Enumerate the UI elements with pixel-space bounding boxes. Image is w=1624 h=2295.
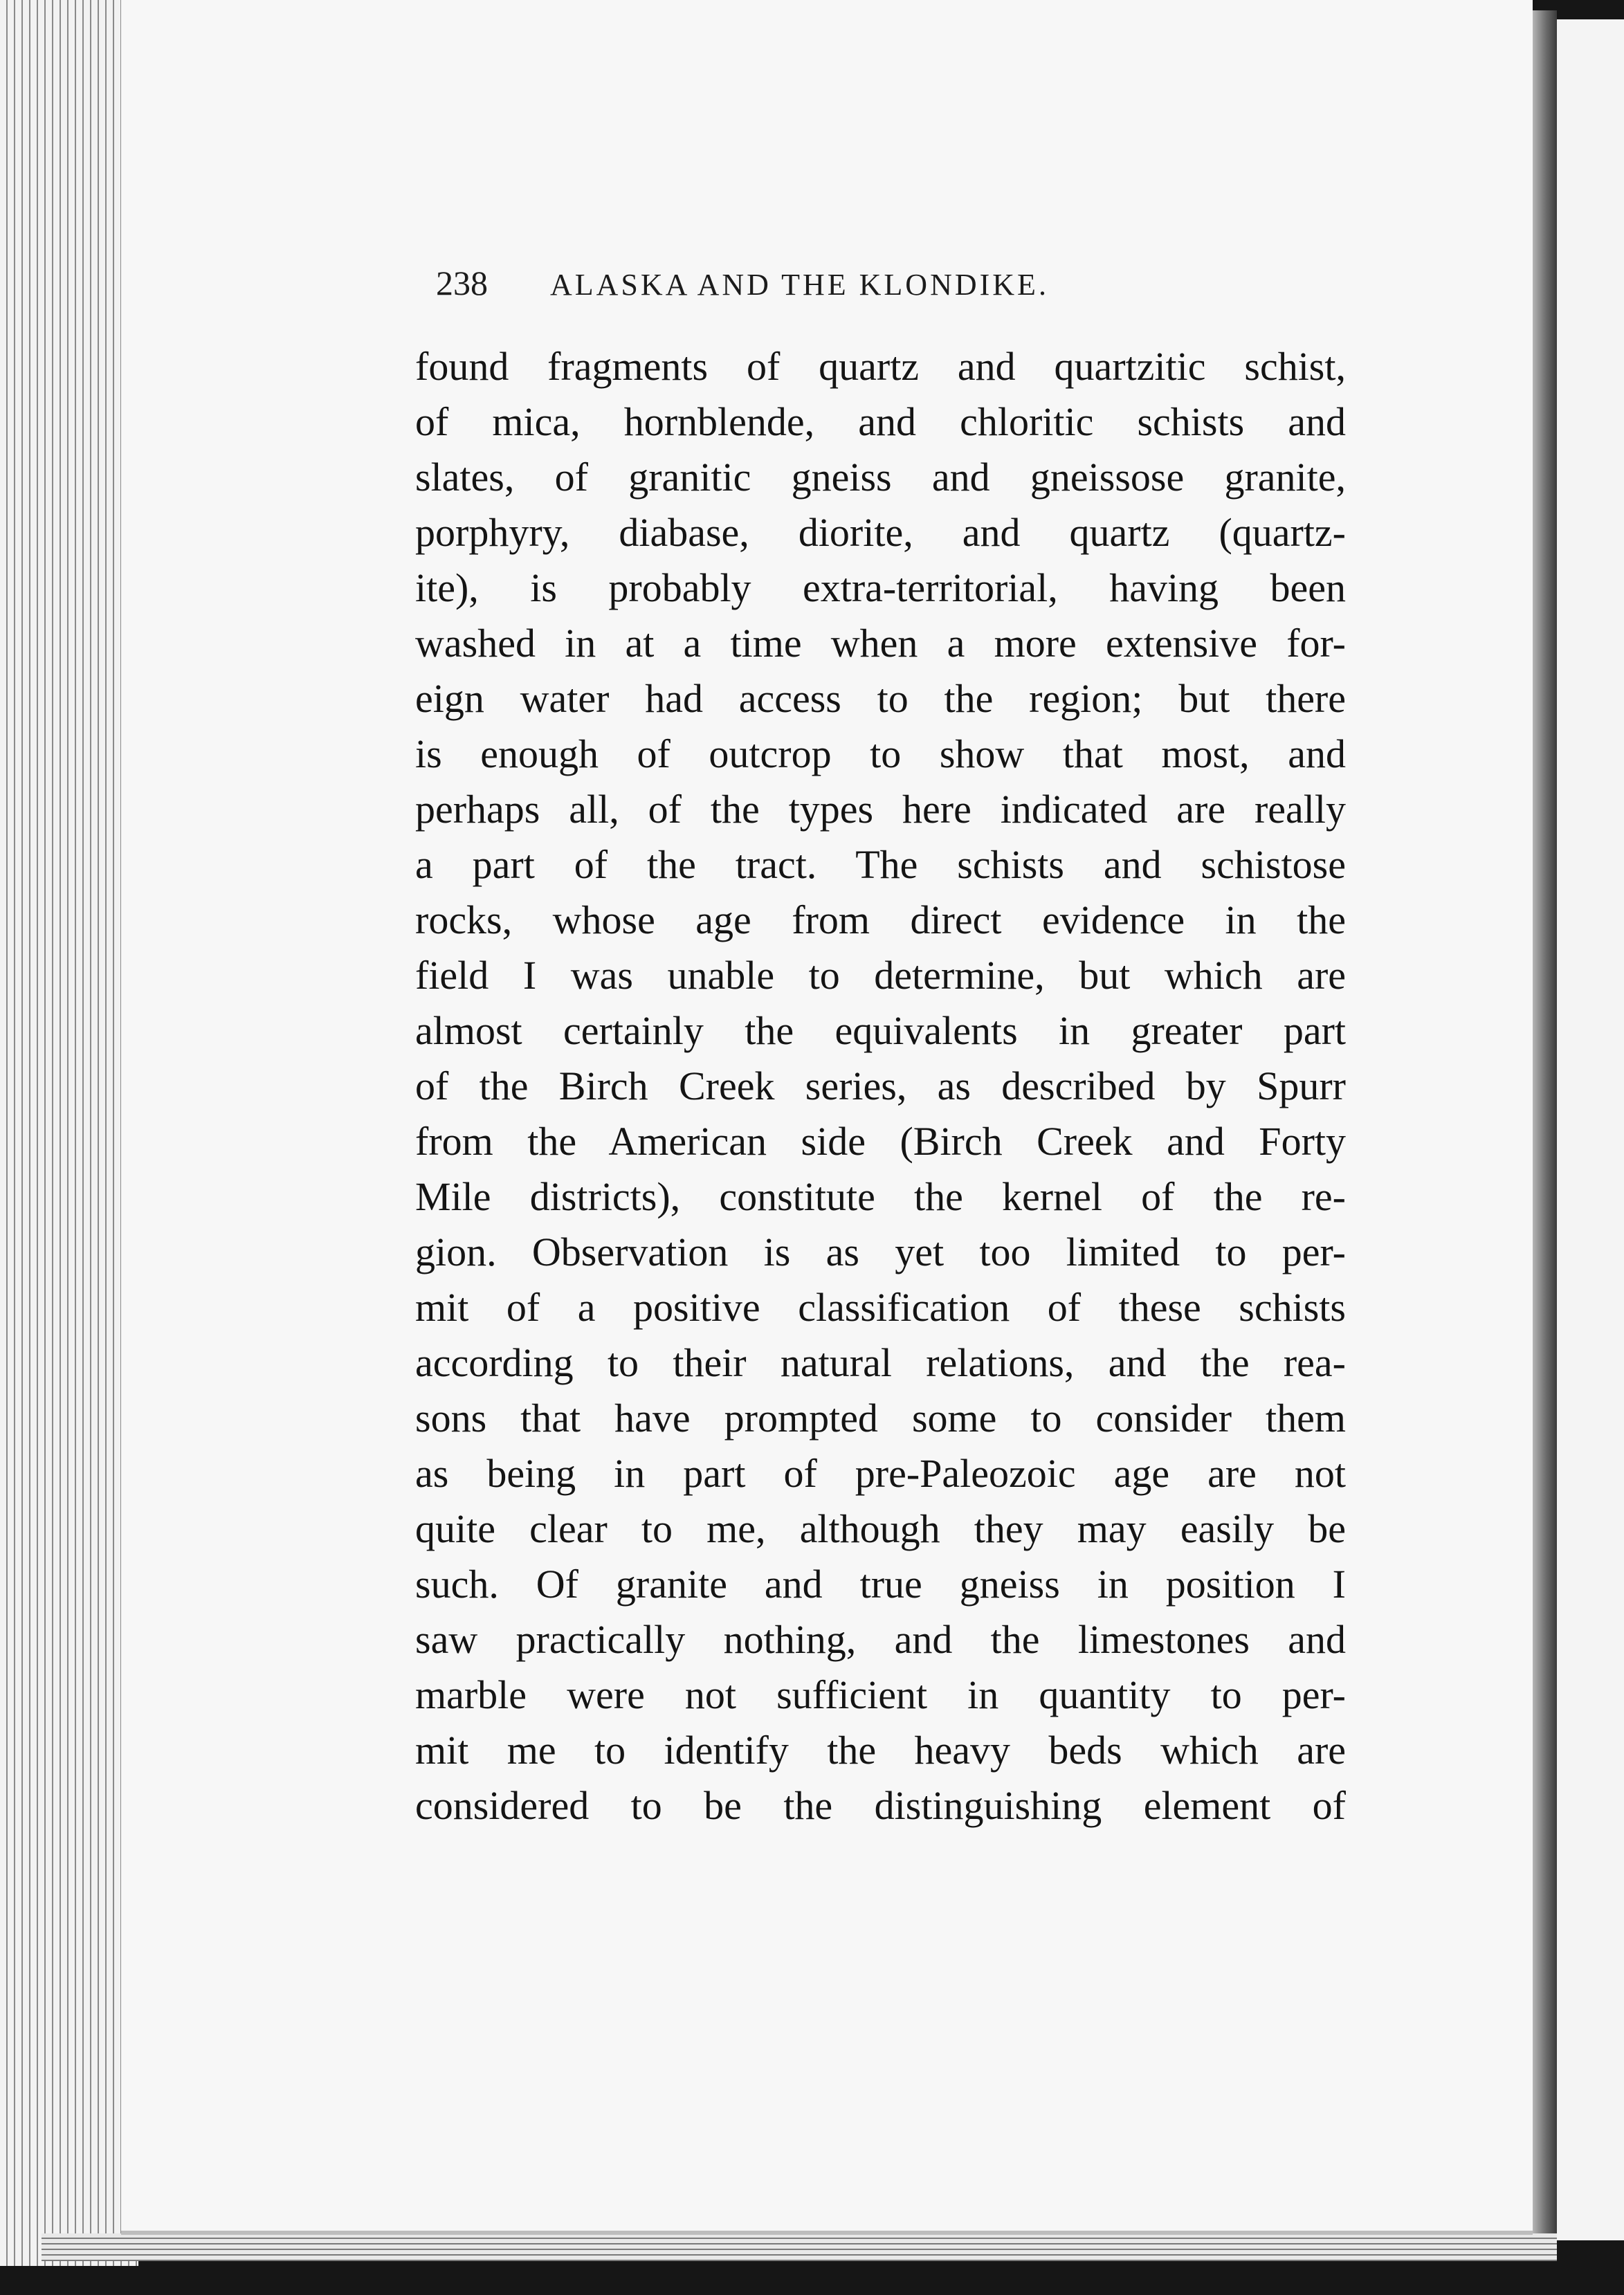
text-line: slates, of granitic gneiss and gneissose granite, [415, 455, 1346, 500]
text-line: ite), is probably extra-territorial, having been [415, 565, 1346, 610]
text-line: of mica, hornblende, and chloritic schists and [415, 399, 1346, 444]
text-line: washed in at a time when a more extensive for- [415, 621, 1346, 666]
text-line: found fragments of quartz and quartzitic schist, [415, 344, 1346, 389]
text-line: of the Birch Creek series, as described by Spurr [415, 1063, 1346, 1108]
body-text [415, 339, 1346, 1834]
text-line: perhaps all, of the types here indicated are really [415, 787, 1346, 832]
text-line: is enough of outcrop to show that most, and [415, 731, 1346, 776]
text-line: porphyry, diabase, diorite, and quartz (quartz- [415, 510, 1346, 555]
running-title: ALASKA AND THE KLONDIKE. [550, 268, 1049, 302]
text-line: from the American side (Birch Creek and Forty [415, 1119, 1346, 1164]
text-line: gion. Observation is as yet too limited to per- [415, 1229, 1346, 1274]
text-line: sons that have prompted some to consider them [415, 1396, 1346, 1441]
text-line: mit of a positive classification of these schists [415, 1285, 1346, 1330]
text-line: Mile districts), constitute the kernel of the re- [415, 1174, 1346, 1219]
text-line: eign water had access to the region; but there [415, 676, 1346, 721]
facing-page-edge [1553, 19, 1624, 2240]
text-line: a part of the tract. The schists and schistose [415, 842, 1346, 887]
text-line: field I was unable to determine, but which are [415, 953, 1346, 998]
page-edges-bottom [42, 2233, 1557, 2261]
text-line: as being in part of pre-Paleozoic age are not [415, 1451, 1346, 1496]
page-edges-left [0, 0, 138, 2266]
text-line: according to their natural relations, and the rea- [415, 1340, 1346, 1385]
text-line: mit me to identify the heavy beds which are [415, 1728, 1346, 1773]
running-head [436, 263, 1308, 311]
text-line: quite clear to me, although they may easily be [415, 1506, 1346, 1551]
book-gutter [1529, 10, 1557, 2238]
page-number: 238 [436, 264, 488, 302]
text-line: almost certainly the equivalents in greater part [415, 1008, 1346, 1053]
text-line: saw practically nothing, and the limestones and [415, 1617, 1346, 1662]
text-line: marble were not sufficient in quantity to per- [415, 1672, 1346, 1717]
text-line: such. Of granite and true gneiss in position I [415, 1562, 1346, 1607]
text-line: considered to be the distinguishing element of [415, 1783, 1346, 1828]
text-line: rocks, whose age from direct evidence in the [415, 897, 1346, 942]
